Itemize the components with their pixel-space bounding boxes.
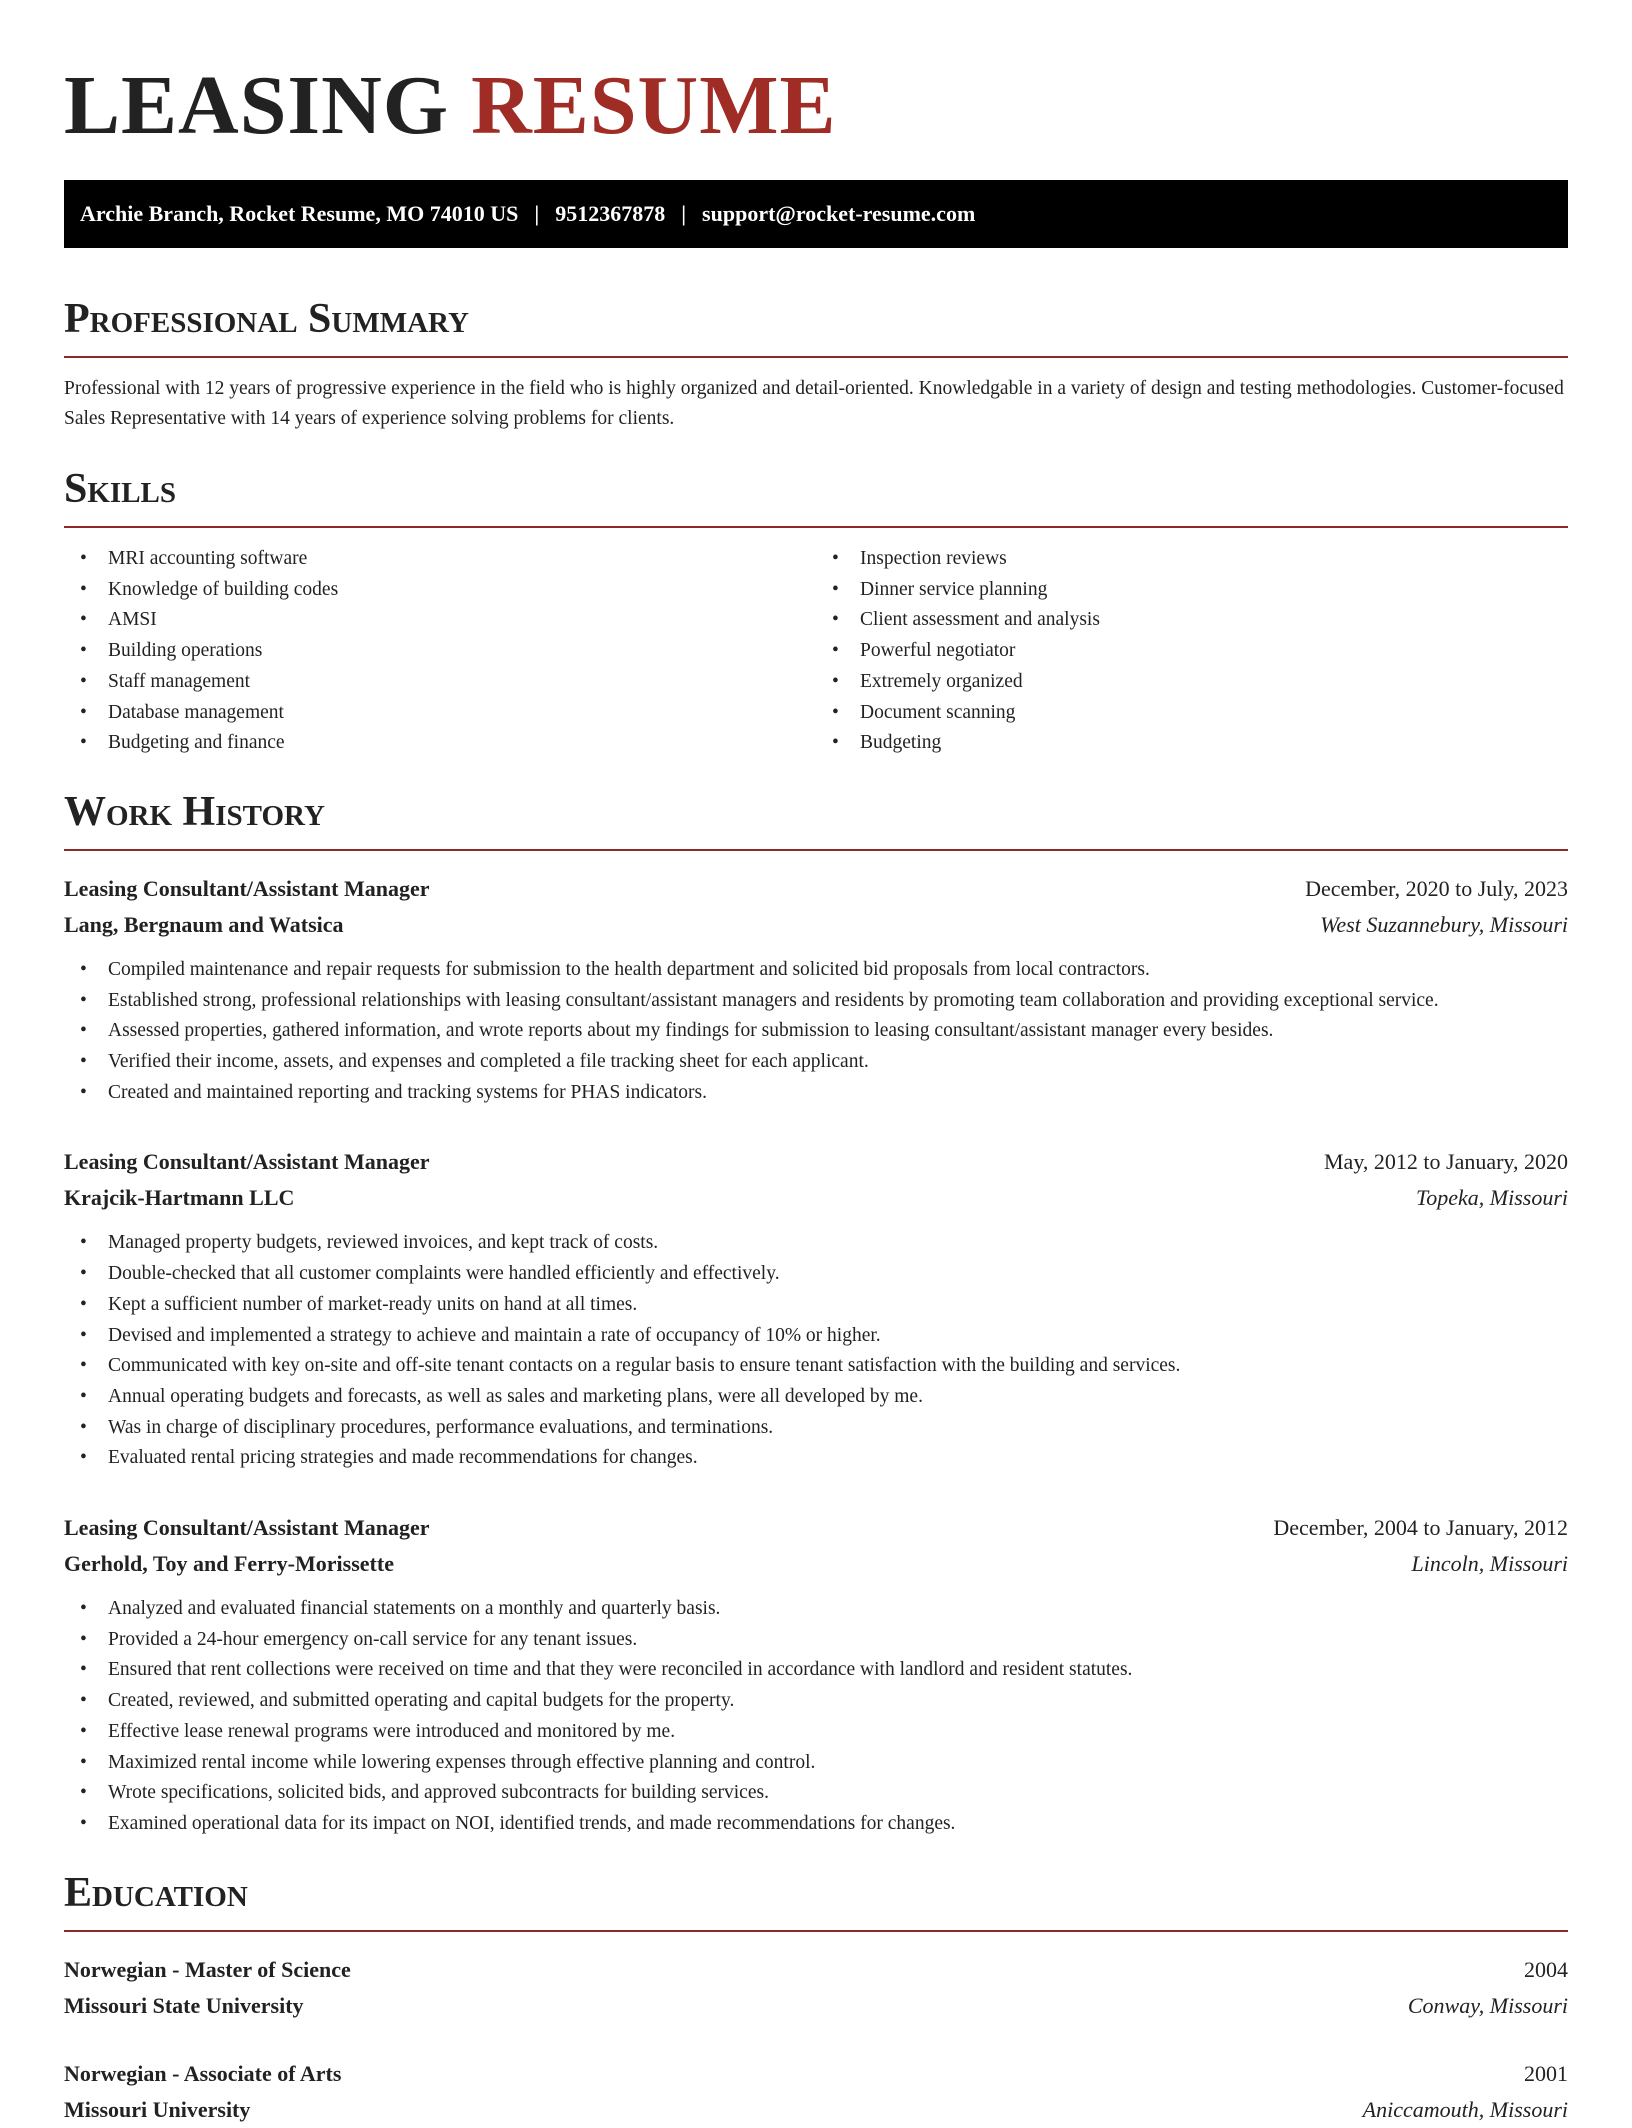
education-school: Missouri University [64, 2096, 251, 2122]
skill-item: • Client assessment and analysis [832, 605, 1568, 636]
skills-heading: Skills [64, 466, 1568, 528]
job-location: Lincoln, Missouri [1411, 1551, 1568, 1577]
job-bullet: • Managed property budgets, reviewed invoices, and kept track of costs. [80, 1228, 1568, 1259]
contact-separator: | [681, 201, 687, 226]
skill-item: • Knowledge of building codes [80, 575, 816, 606]
contact-phone: 9512367878 [555, 201, 666, 226]
skill-item: • Database management [80, 698, 816, 729]
job-bullet: • Created and maintained reporting and tracking systems for PHAS indicators. [80, 1078, 1568, 1109]
education-school-row [64, 1988, 1568, 2024]
job-bullet: • Verified their income, assets, and expenses and completed a file tracking sheet for each applicant. [80, 1047, 1568, 1078]
education-year: 2004 [1524, 1956, 1568, 1982]
skills-section [64, 466, 1568, 759]
education-section [64, 1870, 1568, 2128]
education-heading: Education [64, 1870, 1568, 1932]
skills-columns [64, 544, 1568, 759]
resume-title [64, 56, 1568, 154]
job-dates: May, 2012 to January, 2020 [1324, 1149, 1568, 1175]
job-bullets [64, 1594, 1568, 1840]
skill-item: • MRI accounting software [80, 544, 816, 575]
skill-item: • Extremely organized [832, 667, 1568, 698]
education-entry [64, 2056, 1568, 2128]
education-degree: Norwegian - Associate of Arts [64, 2060, 342, 2086]
summary-text: Professional with 12 years of progressive experience in the field who is highly organized and detail-oriented. Knowledgable in a variety of design and testing methodologies. Customer-focused Sales Representative with 14 years of experience solving problems for clients. [64, 378, 1564, 429]
job-title: Leasing Consultant/Assistant Manager [64, 875, 430, 901]
job-location: West Suzannebury, Missouri [1320, 911, 1568, 937]
skill-item: • Powerful negotiator [832, 636, 1568, 667]
education-degree-row [64, 2056, 1568, 2092]
contact-bar [64, 180, 1568, 248]
job-company-row [64, 907, 1568, 943]
work-heading: Work History [64, 789, 1568, 851]
contact-email: support@rocket-resume.com [702, 201, 976, 226]
job-bullet: • Maximized rental income while lowering expenses through effective planning and control. [80, 1748, 1568, 1779]
work-section [64, 789, 1568, 1840]
skills-left-list [64, 544, 816, 759]
skill-item: • Budgeting [832, 728, 1568, 759]
job-title: Leasing Consultant/Assistant Manager [64, 1149, 430, 1175]
job-bullet: • Annual operating budgets and forecasts, as well as sales and marketing plans, were all developed by me. [80, 1382, 1568, 1413]
job-header-row [64, 1510, 1568, 1546]
job-bullet: • Was in charge of disciplinary procedures, performance evaluations, and terminations. [80, 1413, 1568, 1444]
job-company-row [64, 1180, 1568, 1216]
skill-item: • Budgeting and finance [80, 728, 816, 759]
job-bullet: • Effective lease renewal programs were introduced and monitored by me. [80, 1717, 1568, 1748]
education-school: Missouri State University [64, 1992, 304, 2018]
job-bullets [64, 955, 1568, 1109]
job-bullet: • Provided a 24-hour emergency on-call service for any tenant issues. [80, 1625, 1568, 1656]
skill-item: • Document scanning [832, 698, 1568, 729]
job-location: Topeka, Missouri [1416, 1185, 1568, 1211]
job-bullet: • Communicated with key on-site and off-site tenant contacts on a regular basis to ensure tenant satisfaction with the building and services. [80, 1351, 1568, 1382]
job-entry [64, 1144, 1568, 1474]
skill-item: • Building operations [80, 636, 816, 667]
title-main: LEASING [64, 59, 450, 152]
job-bullet: • Created, reviewed, and submitted operating and capital budgets for the property. [80, 1686, 1568, 1717]
education-degree: Norwegian - Master of Science [64, 1956, 351, 1982]
job-company: Lang, Bergnaum and Watsica [64, 911, 344, 937]
skill-item: • Inspection reviews [832, 544, 1568, 575]
job-company: Krajcik-Hartmann LLC [64, 1185, 295, 1211]
job-company-row [64, 1546, 1568, 1582]
job-dates: December, 2004 to January, 2012 [1273, 1515, 1568, 1541]
job-bullet: • Established strong, professional relationships with leasing consultant/assistant managers and residents by promoting team collaboration and providing exceptional service. [80, 986, 1568, 1017]
contact-separator: | [534, 201, 540, 226]
skill-item: • Dinner service planning [832, 575, 1568, 606]
education-entry [64, 1952, 1568, 2024]
job-bullet: • Compiled maintenance and repair requests for submission to the health department and solicited bid proposals from local contractors. [80, 955, 1568, 986]
job-dates: December, 2020 to July, 2023 [1305, 875, 1568, 901]
title-accent: RESUME [471, 59, 837, 152]
education-location: Aniccamouth, Missouri [1362, 2096, 1568, 2122]
education-degree-row [64, 1952, 1568, 1988]
job-header-row [64, 871, 1568, 907]
skill-item: • AMSI [80, 605, 816, 636]
job-title: Leasing Consultant/Assistant Manager [64, 1515, 430, 1541]
job-bullet: • Wrote specifications, solicited bids, and approved subcontracts for building services. [80, 1778, 1568, 1809]
summary-heading: Professional Summary [64, 296, 1568, 358]
job-bullet: • Kept a sufficient number of market-ready units on hand at all times. [80, 1290, 1568, 1321]
job-bullet: • Ensured that rent collections were received on time and that they were reconciled in accordance with landlord and resident statutes. [80, 1655, 1568, 1686]
education-year: 2001 [1524, 2060, 1568, 2086]
job-bullet: • Analyzed and evaluated financial statements on a monthly and quarterly basis. [80, 1594, 1568, 1625]
job-entry [64, 1510, 1568, 1840]
education-location: Conway, Missouri [1407, 1992, 1568, 2018]
contact-address: Archie Branch, Rocket Resume, MO 74010 US [80, 201, 519, 226]
job-bullets [64, 1228, 1568, 1474]
job-bullet: • Evaluated rental pricing strategies and made recommendations for changes. [80, 1443, 1568, 1474]
job-bullet: • Devised and implemented a strategy to achieve and maintain a rate of occupancy of 10% or higher. [80, 1321, 1568, 1352]
job-entry [64, 871, 1568, 1109]
skills-right-list [816, 544, 1568, 759]
job-bullet: • Examined operational data for its impact on NOI, identified trends, and made recommendations for changes. [80, 1809, 1568, 1840]
summary-section [64, 296, 1568, 434]
job-bullet: • Assessed properties, gathered information, and wrote reports about my findings for submission to leasing consultant/assistant manager every besides. [80, 1016, 1568, 1047]
job-company: Gerhold, Toy and Ferry-Morissette [64, 1551, 394, 1577]
job-header-row [64, 1144, 1568, 1180]
education-school-row [64, 2092, 1568, 2128]
skill-item: • Staff management [80, 667, 816, 698]
job-bullet: • Double-checked that all customer complaints were handled efficiently and effectively. [80, 1259, 1568, 1290]
